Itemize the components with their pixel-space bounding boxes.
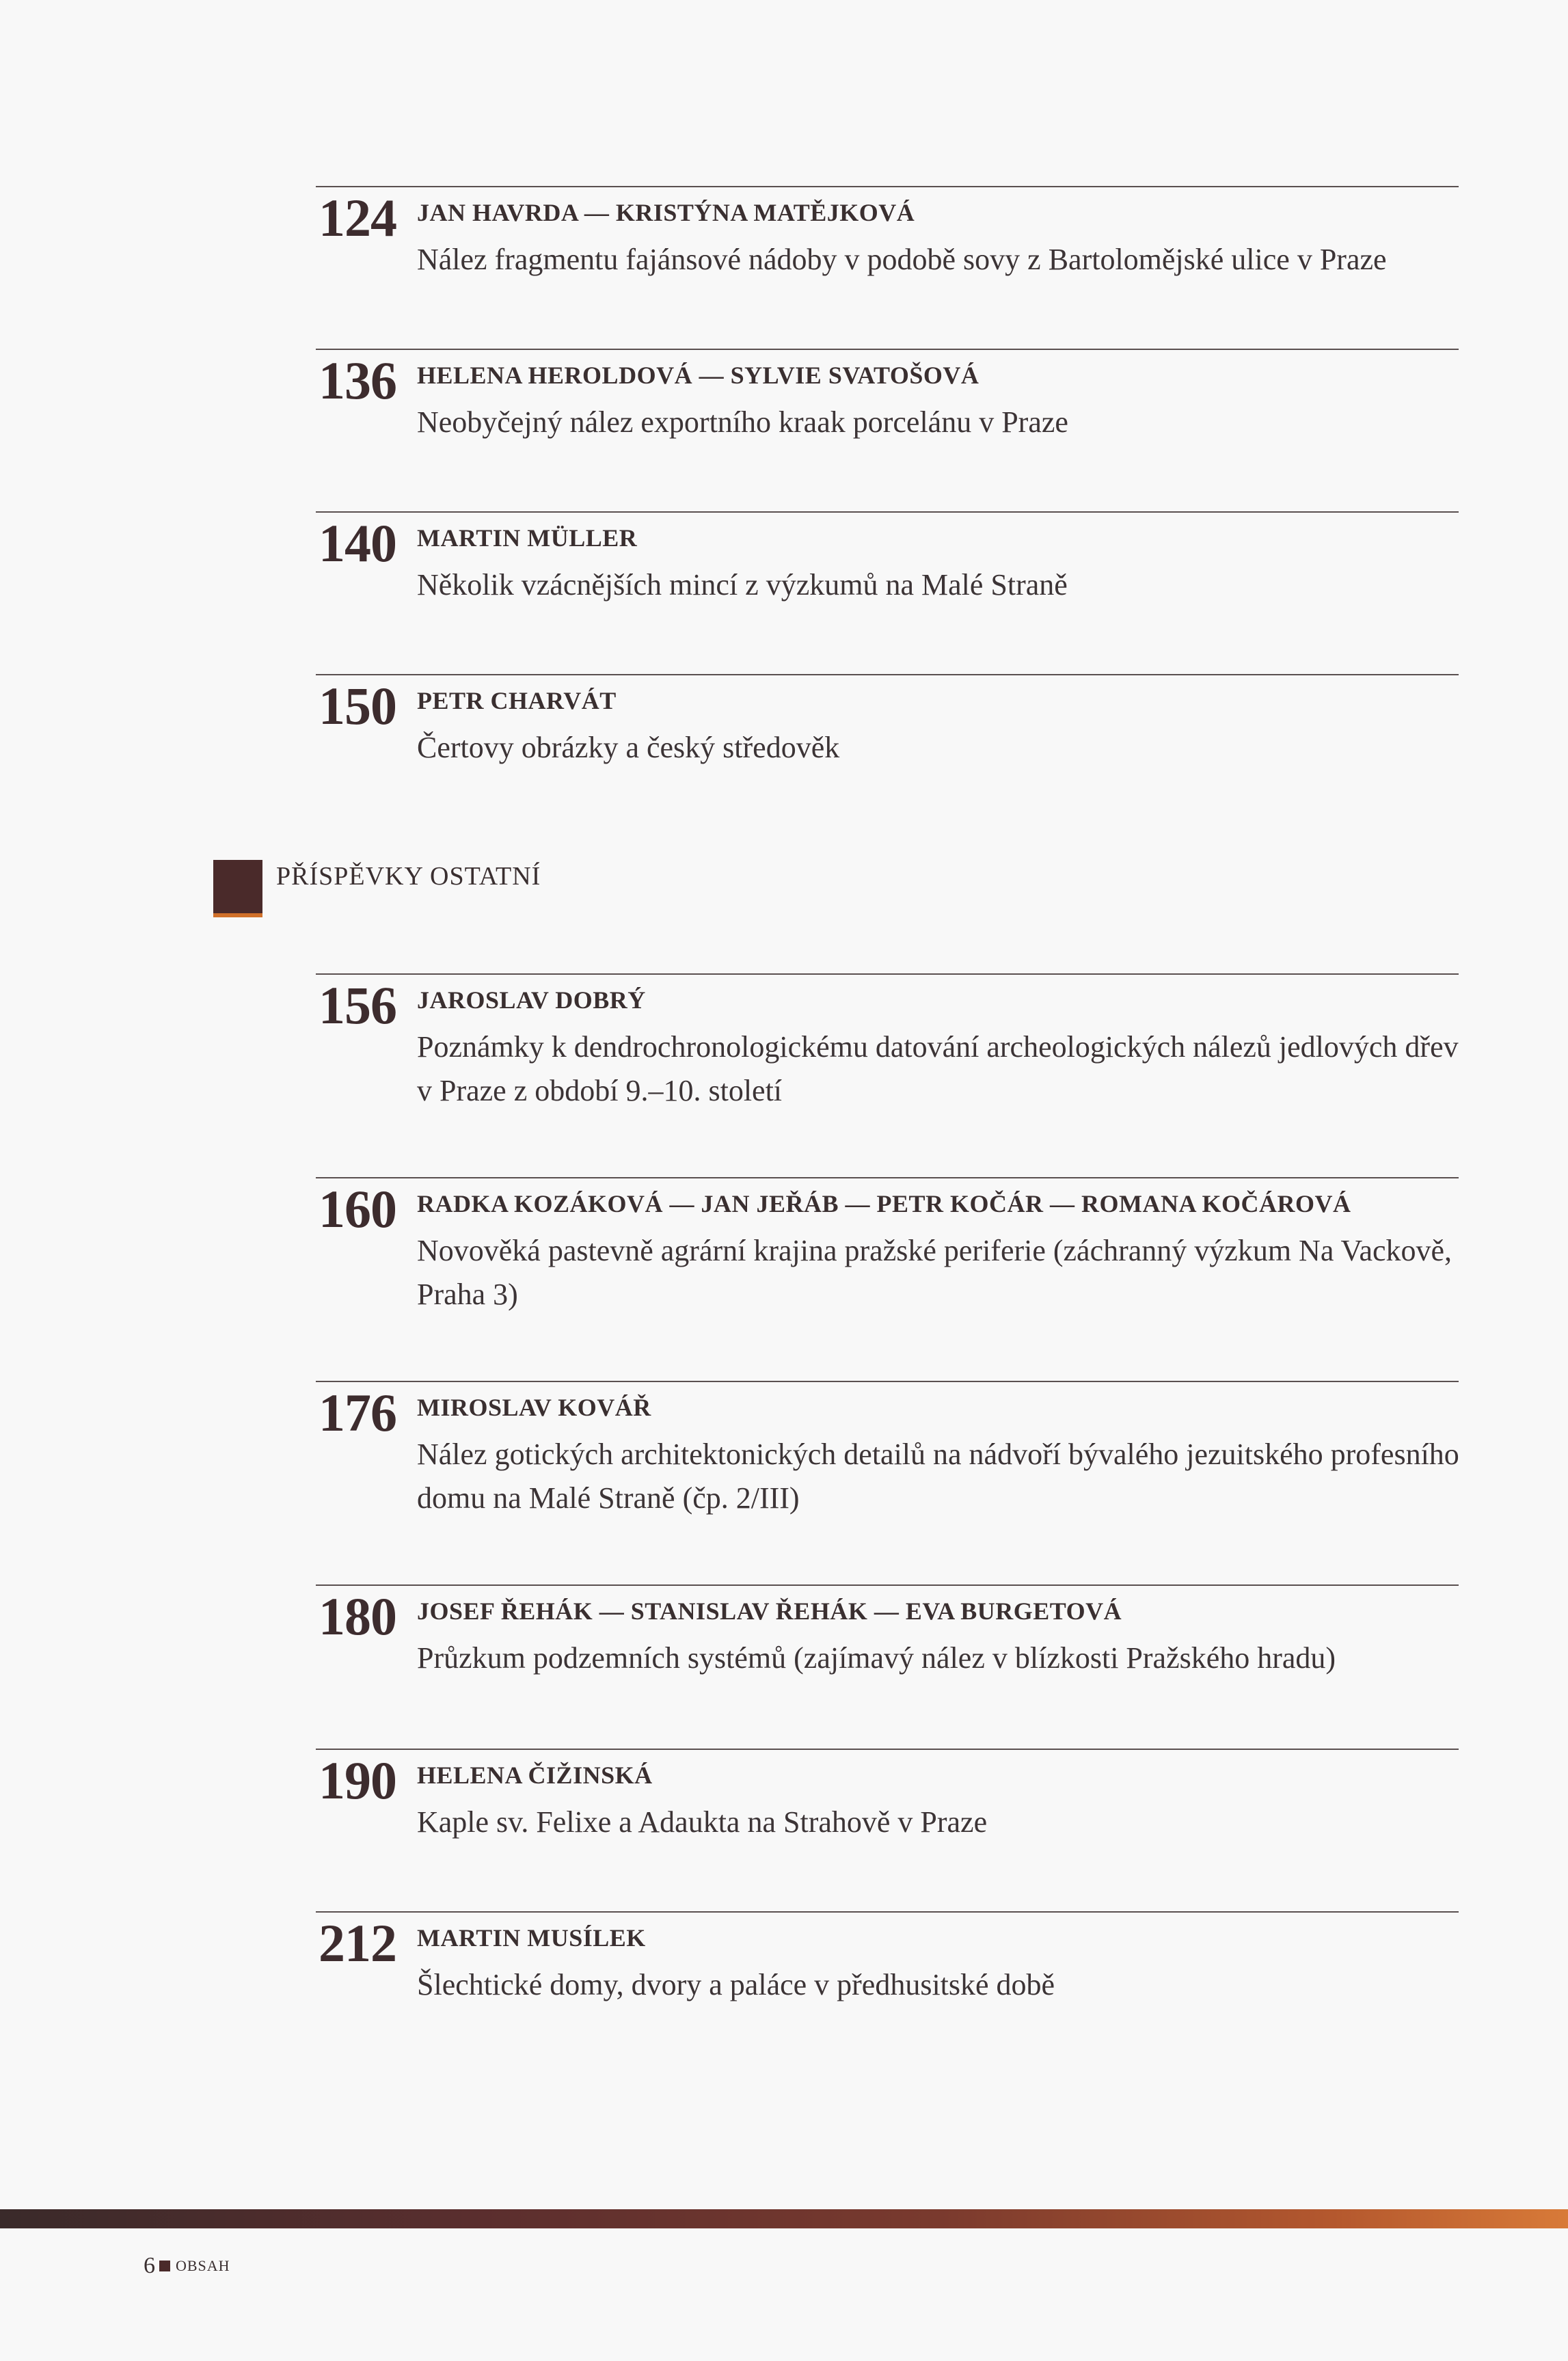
page-number: 190 bbox=[319, 1751, 396, 1810]
divider bbox=[316, 1177, 1459, 1178]
divider bbox=[316, 1584, 1459, 1586]
author: HELENA ČIŽINSKÁ bbox=[417, 1762, 653, 1789]
page-number: 136 bbox=[319, 351, 396, 410]
section-marker-icon bbox=[213, 860, 262, 917]
page-number: 176 bbox=[319, 1383, 396, 1442]
author: MARTIN MÜLLER bbox=[417, 524, 638, 552]
article-title: Novověká pastevně agrární krajina pražské periferie (záchranný výzkum Na Vackově, Praha 3) bbox=[417, 1234, 1452, 1311]
divider bbox=[316, 1749, 1459, 1750]
article-title: Neobyčejný nález exportního kraak porcelánu v Praze bbox=[417, 405, 1068, 439]
author: MIROSLAV KOVÁŘ bbox=[417, 1394, 651, 1421]
article-title: Čertovy obrázky a český středověk bbox=[417, 731, 840, 764]
article-title: Nález fragmentu fajánsové nádoby v podobě sovy z Bartolomějské ulice v Praze bbox=[417, 243, 1387, 276]
article-title: Průzkum podzemních systémů (zajímavý nález v blízkosti Pražského hradu) bbox=[417, 1641, 1336, 1675]
page-number: 180 bbox=[319, 1587, 396, 1646]
footer-square-icon bbox=[159, 2261, 170, 2271]
page-number: 160 bbox=[319, 1179, 396, 1239]
divider bbox=[316, 511, 1459, 513]
footer-gradient-bar bbox=[0, 2209, 1568, 2228]
article-title: Poznámky k dendrochronologickému datování archeologických nálezů jedlových dřev v Praze z období 9.–10. století bbox=[417, 1030, 1459, 1107]
author: HELENA HEROLDOVÁ — SYLVIE SVATOŠOVÁ bbox=[417, 362, 979, 389]
article-title: Kaple sv. Felixe a Adaukta na Strahově v Praze bbox=[417, 1805, 988, 1839]
page-number: 156 bbox=[319, 975, 396, 1035]
article-title: Několik vzácnějších mincí z výzkumů na Malé Straně bbox=[417, 568, 1068, 602]
divider bbox=[316, 349, 1459, 350]
author: RADKA KOZÁKOVÁ — JAN JEŘÁB — PETR KOČÁR — ROMANA KOČÁROVÁ bbox=[417, 1190, 1351, 1217]
author: JOSEF ŘEHÁK — STANISLAV ŘEHÁK — EVA BURGETOVÁ bbox=[417, 1597, 1122, 1625]
section-label: PŘÍSPĚVKY OSTATNÍ bbox=[276, 862, 541, 891]
page-number: 150 bbox=[319, 676, 396, 736]
divider bbox=[316, 186, 1459, 187]
divider bbox=[316, 973, 1459, 975]
page-number: 140 bbox=[319, 513, 396, 573]
article-title: Šlechtické domy, dvory a paláce v předhusitské době bbox=[417, 1968, 1055, 2001]
page-number: 124 bbox=[319, 188, 396, 247]
author: JAN HAVRDA — KRISTÝNA MATĚJKOVÁ bbox=[417, 199, 915, 226]
footer-page-number: 6 bbox=[144, 2253, 155, 2278]
divider bbox=[316, 1381, 1459, 1382]
divider bbox=[316, 674, 1459, 675]
author: JAROSLAV DOBRÝ bbox=[417, 986, 646, 1014]
page-footer bbox=[144, 2253, 230, 2279]
divider bbox=[316, 1911, 1459, 1913]
article-title: Nález gotických architektonických detailů na nádvoří bývalého jezuitského profesního domu na Malé Straně (čp. 2/III) bbox=[417, 1438, 1459, 1515]
footer-label: OBSAH bbox=[176, 2257, 230, 2274]
page-number: 212 bbox=[319, 1913, 396, 1973]
author: MARTIN MUSÍLEK bbox=[417, 1924, 646, 1952]
author: PETR CHARVÁT bbox=[417, 687, 617, 714]
